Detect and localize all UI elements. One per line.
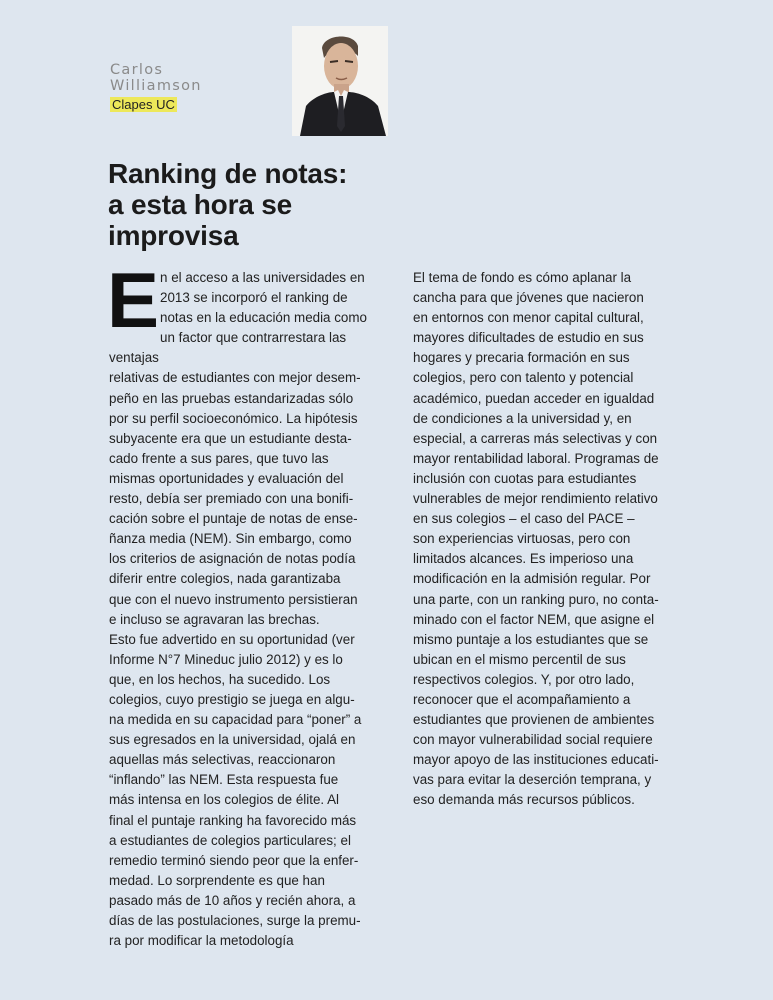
author-photo	[292, 26, 388, 136]
portrait-image	[292, 26, 388, 136]
paragraph-1: n el acceso a las universidades en 2013 se incorporó el ranking de notas en la educación media como un factor que contrarrestara las ventajas relativas de estudiantes con mejor desem- peño en las pruebas estandarizadas sólo por su perfil socioeconómico. La hipótesis subyacente era que un estudiante desta- cado frente a sus pares, que tuvo las mismas oportunidades y evaluación del resto, debía ser premiado con una bonifi- cación sobre el puntaje de notas de ense- ñanza media (NEM). Sin embargo, como los criterios de asignación de notas podía diferir entre colegios, nada garantizaba que con el nuevo instrumento persistieran e incluso se agravaran las brechas.	[109, 270, 367, 627]
author-block	[110, 62, 310, 114]
headline-line-1: Ranking de notas:	[108, 158, 348, 189]
article-headline	[108, 158, 408, 251]
headline-line-3: improvisa	[108, 220, 239, 251]
paragraph-3: El tema de fondo es cómo aplanar la cancha para que jóvenes que nacieron en entornos con menor capital cultural, mayores dificultades de estudio en sus hogares y precaria formación en sus colegios, pero con talento y potencial académico, puedan acceder en igualdad de condiciones a la universidad y, en especial, a carreras más selectivas y con mayor rentabilidad laboral. Programas de inclusión con cuotas para estudiantes vulnerables de mejor rendimiento relativo en sus colegios – el caso del PACE – son experiencias virtuosas, pero con limitados alcances. Es imperioso una modificación en la admisión regular. Por una parte, con un ranking puro, no conta- minado con el factor NEM, que asigne el mismo puntaje a los estudiantes que se ubican en el mismo percentil de sus respectivos colegios. Y, por otro lado, reconocer que el acompañamiento a estudiantes que provienen de ambientes con mayor vulnerabilidad social requiere mayor apoyo de las instituciones educati- vas para evitar la deserción temprana, y eso demanda más recursos públicos.	[413, 270, 659, 808]
drop-cap: E	[107, 256, 158, 344]
article-column-left	[107, 256, 374, 951]
paragraph-2: Esto fue advertido en su oportunidad (ver Informe N°7 Mineduc julio 2012) y es lo que, en los hechos, ha sucedido. Los colegios, cuyo prestigio se juega en algu- na medida en su capacidad para “poner” a sus egresados en la universidad, ojalá en aquellas más selectivas, reaccionaron “inflando” las NEM. Esta respuesta fue más intensa en los colegios de élite. Al final el puntaje ranking ha favorecido más a estudiantes de colegios particulares; el remedio terminó siendo peor que la enfer- medad. Lo sorprendente es que han pasado más de 10 años y recién ahora, a días de las postulaciones, surge la premu- ra por modificar la metodología	[109, 631, 362, 949]
article-column-right	[413, 268, 683, 811]
author-name-first: Carlos	[110, 62, 164, 78]
headline-line-2: a esta hora se	[108, 189, 292, 220]
author-organization: Clapes UC	[112, 97, 175, 112]
author-name-last: Williamson	[110, 78, 202, 94]
